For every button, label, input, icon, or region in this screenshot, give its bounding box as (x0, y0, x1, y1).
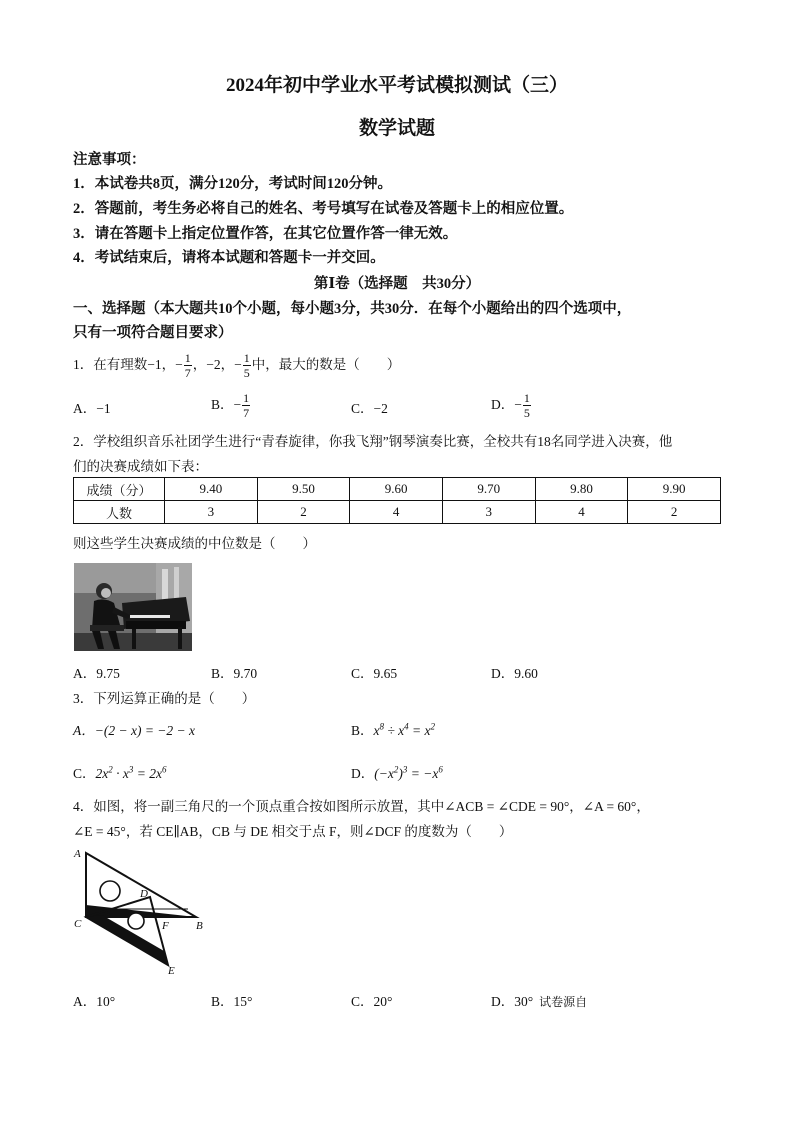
label-f: F (162, 920, 169, 932)
q1-option-a[interactable]: A．−1 (73, 401, 111, 416)
question-4-stem: 4．如图，将一副三角尺的一个顶点重合按如图所示放置，其中∠ACB = ∠CDE = 90°，∠A = 60°， (73, 799, 650, 814)
section-instructions: 一、选择题（本大题共10个小题，每小题3分，共30分．在每个小题给出的四个选项中， (73, 301, 632, 317)
q2-option-c[interactable]: C．9.65 (351, 666, 398, 681)
table-cell: 3 (165, 501, 258, 524)
table-header-cell: 人数 (74, 501, 165, 524)
label-b: B (196, 920, 203, 932)
label-a: A (74, 848, 81, 860)
q3-option-a[interactable]: A．−(2 − x) = −2 − x (73, 723, 196, 738)
notes-heading: 注意事项： (73, 152, 146, 168)
q3-option-b[interactable]: B．$x^8 \div x^4 = x^2$ (351, 721, 436, 738)
table-cell: 9.90 (628, 478, 721, 501)
table-cell: 4 (535, 501, 628, 524)
table-cell: 4 (350, 501, 443, 524)
q2-option-a[interactable]: A．9.75 (73, 666, 120, 681)
q1-fraction-2: $\frac{1}{5}$ (243, 351, 250, 381)
question-2-stem-cont: 们的决赛成绩如下表： (73, 459, 208, 474)
table-cell: 2 (628, 501, 721, 524)
q2-option-b[interactable]: B．9.70 (211, 666, 258, 681)
table-cell: 9.50 (257, 478, 350, 501)
table-cell: 2 (257, 501, 350, 524)
section-instructions-cont: 只有一项符合题目要求） (73, 325, 233, 341)
q1-option-b[interactable]: B．− $\frac{1}{7}$ (211, 391, 250, 421)
table-row (74, 478, 721, 501)
triangle-diagram (72, 847, 212, 977)
q4-option-a[interactable]: A．10° (73, 994, 116, 1009)
q2-option-d[interactable]: D．9.60 (491, 666, 538, 681)
note-item: 4．考试结束后，请将本试题和答题卡一并交回。 (73, 250, 385, 266)
question-1-stem (73, 346, 400, 384)
table-cell: 3 (442, 501, 535, 524)
q3-option-d[interactable]: D．$(-x^2)^3 = -x^6$ (351, 764, 443, 781)
table-header-cell: 成绩（分） (74, 478, 165, 501)
q1-prefix: 1．在有理数−1，− (73, 357, 183, 372)
score-table (73, 477, 721, 524)
note-item: 1．本试卷共8页，满分120分，考试时间120分钟。 (73, 176, 392, 192)
question-3-stem: 3．下列运算正确的是（ ） (73, 691, 256, 706)
label-e: E (168, 965, 175, 977)
q4-option-d[interactable]: D．30° 试卷源自 (491, 994, 588, 1009)
table-cell: 9.70 (442, 478, 535, 501)
q1-mid: ，−2，− (192, 357, 242, 372)
table-cell: 9.80 (535, 478, 628, 501)
question-2-stem: 2．学校组织音乐社团学生进行“青春旋律，你我飞翔”钢琴演奏比赛，全校共有18名同学进入决赛，他 (73, 434, 673, 449)
label-c: C (74, 918, 82, 930)
table-row (74, 501, 721, 524)
exam-title: 2024年初中学业水平考试模拟测试（三） (225, 75, 568, 96)
watermark-text: 试卷源自 (539, 995, 588, 1009)
q4-option-c[interactable]: C．20° (351, 994, 393, 1009)
piano-player-photo (74, 563, 192, 651)
q4-option-b[interactable]: B．15° (211, 994, 253, 1009)
q1-option-c[interactable]: C．−2 (351, 401, 388, 416)
q1-fraction-1: $\frac{1}{7}$ (184, 351, 191, 381)
q3-option-c[interactable]: C．$2x^2 \cdot x^3 = 2x^6$ (73, 764, 167, 781)
label-d: D (140, 888, 148, 900)
question-2-question: 则这些学生决赛成绩的中位数是（ ） (73, 536, 316, 551)
q1-suffix: 中，最大的数是（ ） (251, 357, 401, 372)
question-4-stem-cont: ∠E = 45°，若 CE∥AB，CB 与 DE 相交于点 F，则∠DCF 的度数为（ ） (73, 824, 513, 839)
section-title: 第Ⅰ卷（选择题 共30分） (313, 276, 481, 292)
table-cell: 9.60 (350, 478, 443, 501)
note-item: 2．答题前，考生务必将自己的姓名、考号填写在试卷及答题卡上的相应位置。 (73, 201, 574, 217)
exam-subtitle: 数学试题 (358, 118, 435, 139)
note-item: 3．请在答题卡上指定位置作答，在其它位置作答一律无效。 (73, 226, 458, 242)
table-cell: 9.40 (165, 478, 258, 501)
q1-option-d[interactable]: D．− $\frac{1}{5}$ (491, 391, 530, 421)
